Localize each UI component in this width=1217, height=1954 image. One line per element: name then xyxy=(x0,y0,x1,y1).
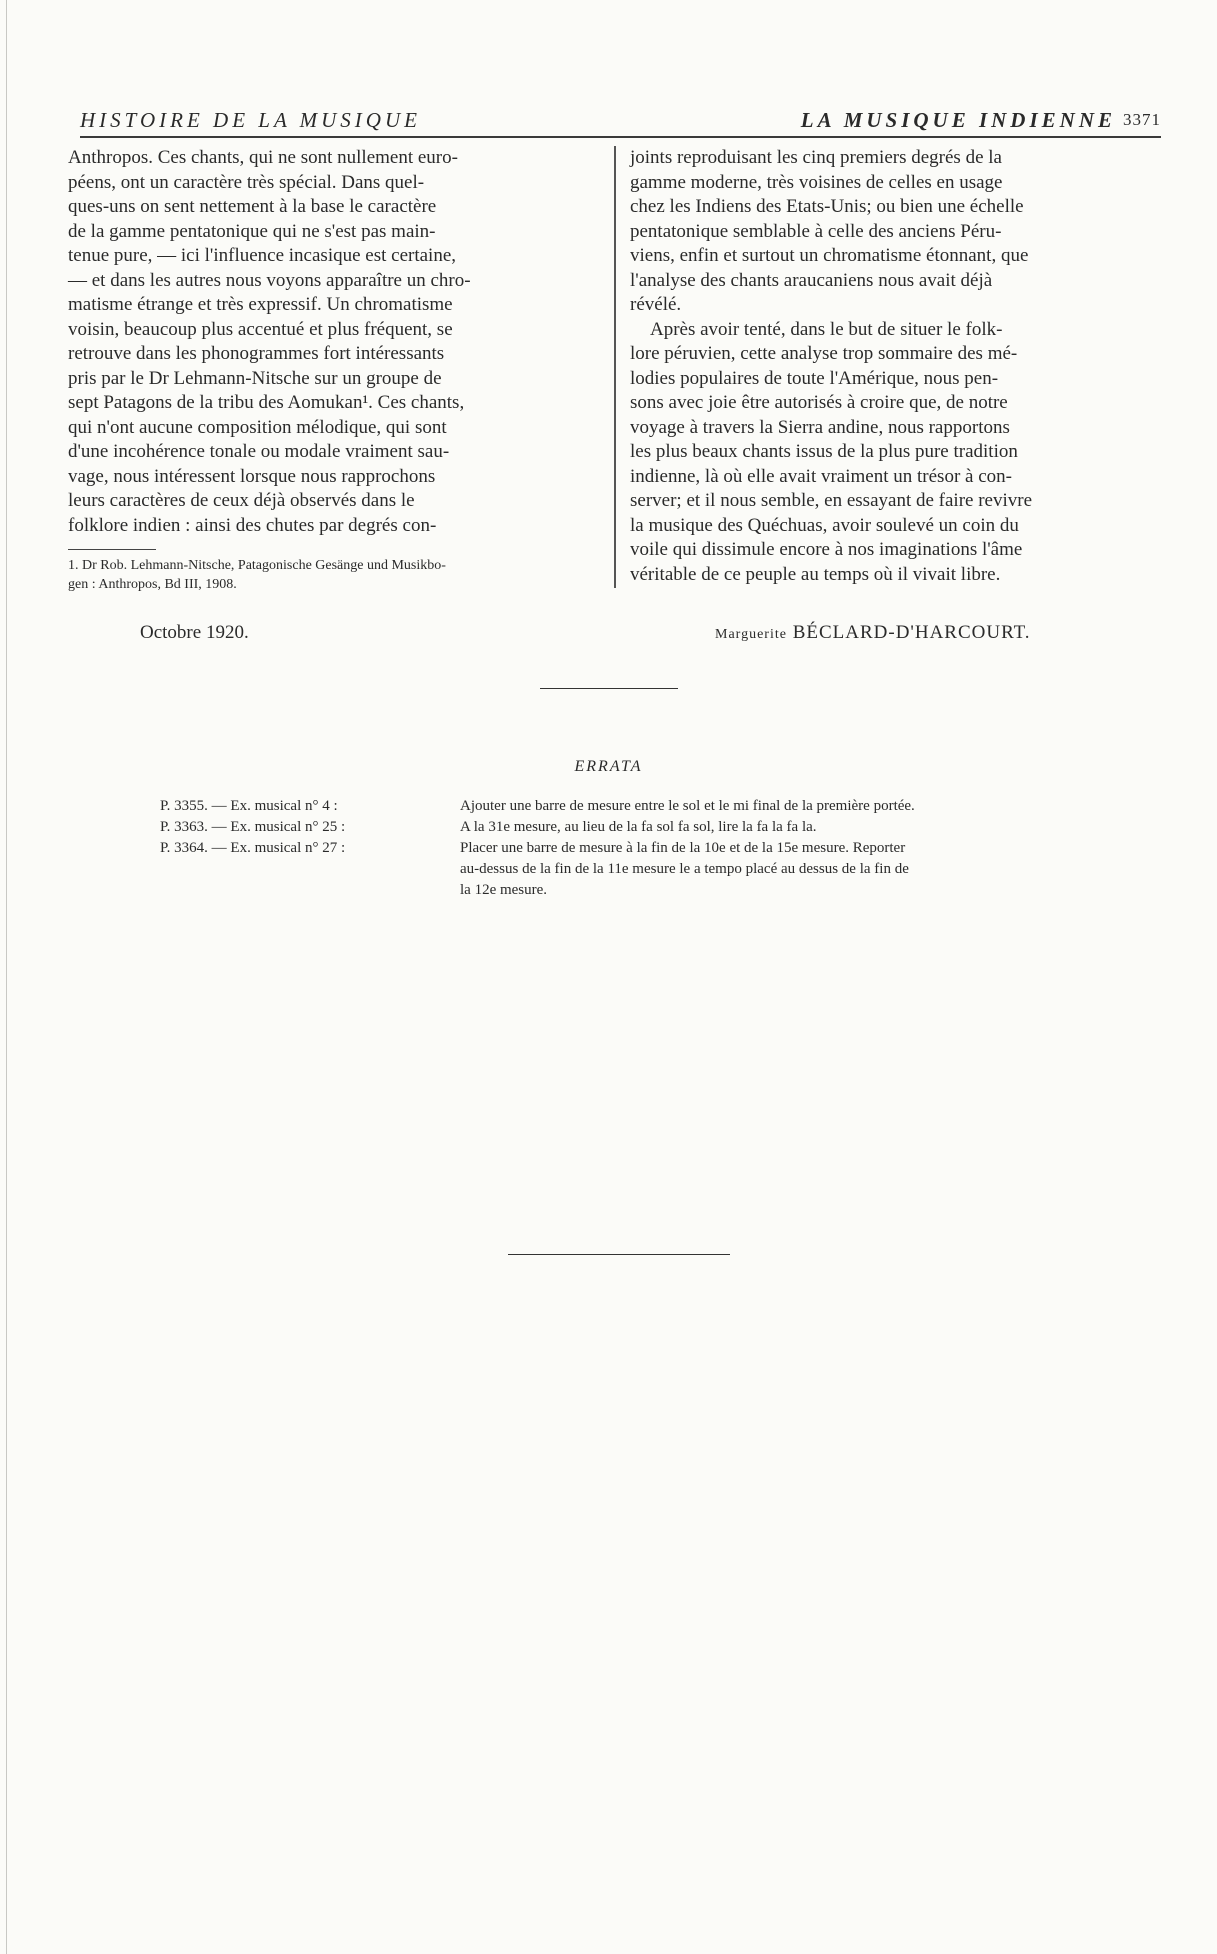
text-line: les plus beaux chants issus de la plus pure tradition xyxy=(630,441,1018,462)
article-date: Octobre 1920. xyxy=(140,622,249,643)
text-line: l'analyse des chants araucaniens nous avait déjà xyxy=(630,269,993,291)
text-line: folklore indien : ainsi des chutes par degrés con- xyxy=(68,514,437,536)
author-last-name: BÉCLARD-D'HARCOURT. xyxy=(792,622,1031,643)
column-divider xyxy=(614,146,616,588)
text-line: sons avec joie être autorisés à croire que, de notre xyxy=(630,392,1008,413)
right-column xyxy=(630,146,1162,587)
end-separator xyxy=(508,1254,730,1255)
page-edge xyxy=(6,0,7,1954)
footnote-line: gen : Anthropos, Bd III, 1908. xyxy=(68,577,237,592)
text-line: ques-uns on sent nettement à la base le caractère xyxy=(68,196,437,217)
text-line: sept Patagons de la tribu des Aomukan¹. Ces chants, xyxy=(68,392,465,413)
text-line: d'une incohérence tonale ou modale vraiment sau- xyxy=(68,441,450,462)
text-line: péens, ont un caractère très spécial. Dans quel- xyxy=(68,171,425,193)
errata-ref: P. 3363. — Ex. musical n° 25 : xyxy=(160,819,346,835)
text-line: lodies populaires de toute l'Amérique, nous pen- xyxy=(630,367,999,389)
header-right: LA MUSIQUE INDIENNE xyxy=(800,108,1116,132)
running-header xyxy=(80,108,1161,134)
text-line: voile qui dissimule encore à nos imaginations l'âme xyxy=(630,539,1023,560)
errata-text: Placer une barre de mesure à la fin de la 10e et de la 15e mesure. Reporter xyxy=(460,840,906,856)
left-column xyxy=(68,146,590,538)
text-line: Anthropos. Ces chants, qui ne sont nullement euro- xyxy=(68,147,458,168)
text-line: lore péruvien, cette analyse trop sommaire des mé- xyxy=(630,343,1018,364)
text-line: vage, nous intéressent lorsque nous rapprochons xyxy=(68,465,436,487)
text-line: leurs caractères de ceux déjà observés dans le xyxy=(68,490,415,511)
errata-title: ERRATA xyxy=(574,758,643,775)
footnote xyxy=(68,556,608,594)
errata-ref: P. 3364. — Ex. musical n° 27 : xyxy=(160,840,346,856)
text-line: qui n'ont aucune composition mélodique, qui sont xyxy=(68,416,447,438)
text-line: joints reproduisant les cinq premiers degrés de la xyxy=(630,147,1002,168)
text-line: indienne, là où elle avait vraiment un trésor à con- xyxy=(630,465,1012,487)
text-line: server; et il nous semble, en essayant de faire revivre xyxy=(630,490,1033,511)
errata-continuation: au-dessus de la fin de la 11e mesure le a tempo placé au dessus de la fin de xyxy=(460,861,909,877)
text-line: révélé. xyxy=(630,294,682,315)
errata-text: Ajouter une barre de mesure entre le sol et le mi final de la première portée. xyxy=(460,798,915,814)
header-rule xyxy=(80,136,1161,138)
text-line: véritable de ce peuple au temps où il vivait libre. xyxy=(630,563,1001,585)
footnote-rule xyxy=(68,549,156,550)
footnote-line: 1. Dr Rob. Lehmann-Nitsche, Patagonische Gesänge und Musikbo- xyxy=(68,558,446,573)
text-line: pris par le Dr Lehmann-Nitsche sur un groupe de xyxy=(68,367,442,389)
text-line: — et dans les autres nous voyons apparaître un chro- xyxy=(68,269,471,291)
text-line: chez les Indiens des Etats-Unis; ou bien une échelle xyxy=(630,196,1024,217)
text-line: gamme moderne, très voisines de celles en usage xyxy=(630,171,1003,193)
header-left: HISTOIRE DE LA MUSIQUE xyxy=(80,108,421,132)
text-line: de la gamme pentatonique qui ne s'est pas main- xyxy=(68,220,436,242)
section-separator xyxy=(540,688,678,689)
text-line: voyage à travers la Sierra andine, nous rapportons xyxy=(630,416,1010,438)
text-line: Après avoir tenté, dans le but de situer le folk- xyxy=(650,318,1003,340)
text-line: viens, enfin et surtout un chromatisme étonnant, que xyxy=(630,245,1029,266)
text-line: matisme étrange et très expressif. Un chromatisme xyxy=(68,294,453,315)
errata-text: A la 31e mesure, au lieu de la fa sol fa sol, lire la fa la fa la. xyxy=(460,819,817,835)
errata-ref: P. 3355. — Ex. musical n° 4 : xyxy=(160,798,338,814)
text-line: retrouve dans les phonogrammes fort intéressants xyxy=(68,343,445,364)
page-number: 3371 xyxy=(1123,110,1161,129)
errata-continuation: la 12e mesure. xyxy=(460,882,548,898)
text-line: voisin, beaucoup plus accentué et plus fréquent, se xyxy=(68,318,453,340)
text-line: la musique des Quéchuas, avoir soulevé un coin du xyxy=(630,514,1019,536)
author-first-name: Marguerite xyxy=(715,627,787,642)
text-line: pentatonique semblable à celle des anciens Péru- xyxy=(630,220,1002,242)
author-signature xyxy=(715,622,1031,644)
text-line: tenue pure, — ici l'influence incasique est certaine, xyxy=(68,245,457,266)
